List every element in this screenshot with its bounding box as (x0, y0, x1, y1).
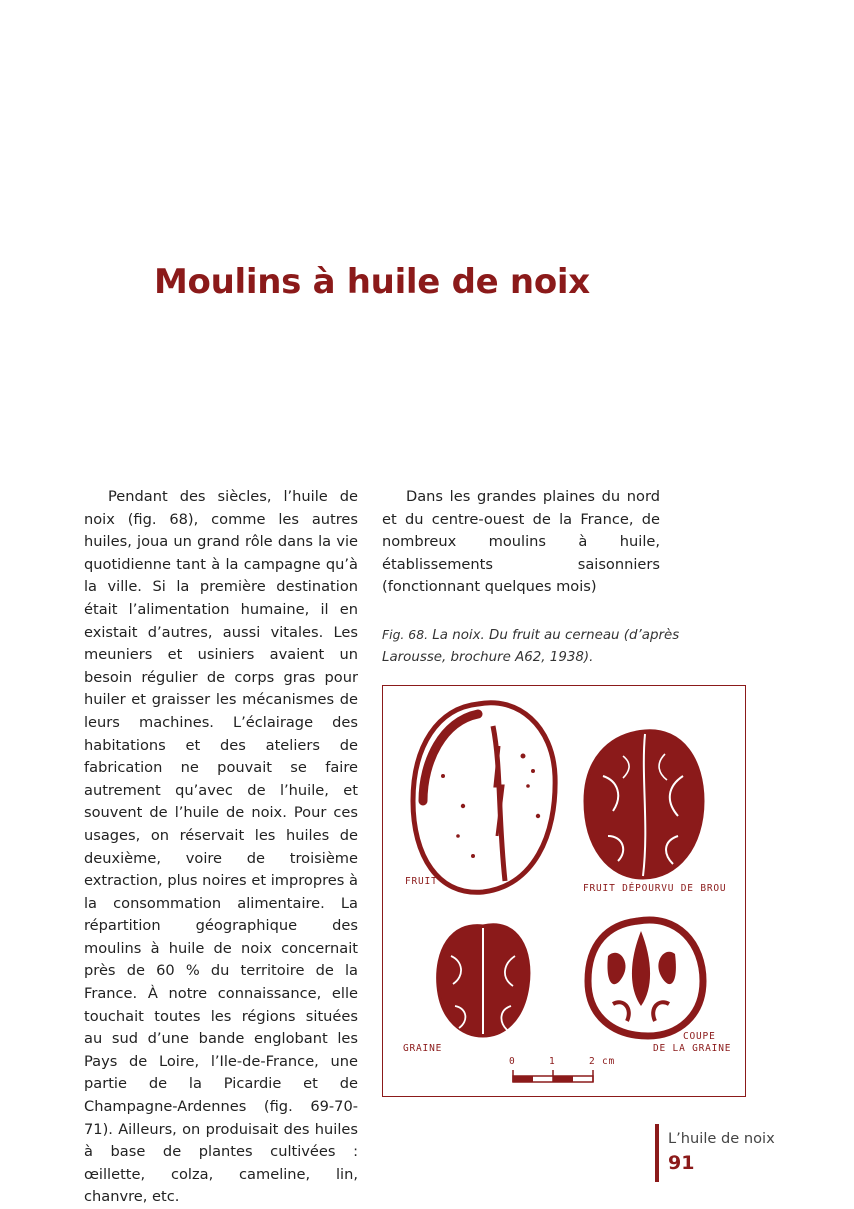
body-paragraph: Pendant des siècles, l’huile de noix (fig. 68), comme les autres huiles, joua un grand rôle dans la vie quotidienne tant à la campagne qu’à la ville. Si la première destination était l’alimentation humaine, il en existait d’autres, aussi vitales. Les meuniers et usiniers avaient un besoin régulier de corps gras pour huiler et graisser les mécanismes de leurs machines. L’éclairage des habitations et des ateliers de fabrication ne pouvait se faire autrement qu’avec de l’huile, et souvent de l’huile de noix. Pour ces usages, on réservait les huiles de deuxième, voire de troisième extraction, plus noires et impropres à la consommation alimentaire. La répartition géographique des moulins à huile de noix concernait près de 60 % du territoire de la France. À notre connaissance, elle touchait toutes les régions situées au sud d’une bande englobant les Pays de Loire, l’Ile-de-France, une partie de la Picardie et de Champagne-Ardennes (fig. 69-70-71). Ailleurs, on produisait des huiles à base de plantes cultivées : œillette, colza, cameline, lin, chanvre, etc. (84, 488, 358, 1206)
figure-caption (382, 624, 682, 669)
label-fruit-without-husk: FRUIT DÉPOURVU DE BROU (583, 883, 727, 894)
page-title: Moulins à huile de noix (154, 262, 590, 302)
body-paragraph: Dans les grandes plaines du nord et du centre-ouest de la France, de nombreux moulins à huile, établissements saisonniers (fonctionnant quelques mois) (382, 488, 660, 596)
label-cross-section-line2: DE LA GRAINE (653, 1043, 732, 1054)
running-title: L’huile de noix (668, 1130, 775, 1147)
kernel-cross-section-drawing (588, 920, 703, 1036)
scale-tick-label: 2 cm (589, 1056, 616, 1067)
figure-caption-text: La noix. Du fruit au cerneau (d’après Larousse, brochure A62, 1938). (382, 628, 680, 665)
footer-divider (655, 1124, 659, 1182)
page-number: 91 (668, 1152, 695, 1174)
label-fruit: FRUIT (405, 876, 438, 887)
scale-tick-label: 1 (549, 1056, 556, 1067)
body-column-right (382, 486, 660, 599)
figure-number: Fig. 68. (382, 627, 429, 642)
whole-fruit-drawing (413, 703, 555, 893)
scale-tick-label: 0 (509, 1056, 516, 1067)
label-kernel: GRAINE (403, 1043, 443, 1054)
walnut-figure (382, 685, 746, 1097)
body-column-left (84, 486, 358, 1209)
label-cross-section-line1: COUPE (683, 1031, 716, 1042)
kernel-drawing (438, 925, 529, 1036)
scale-bar (513, 1070, 593, 1082)
nut-without-husk-drawing (585, 731, 703, 878)
